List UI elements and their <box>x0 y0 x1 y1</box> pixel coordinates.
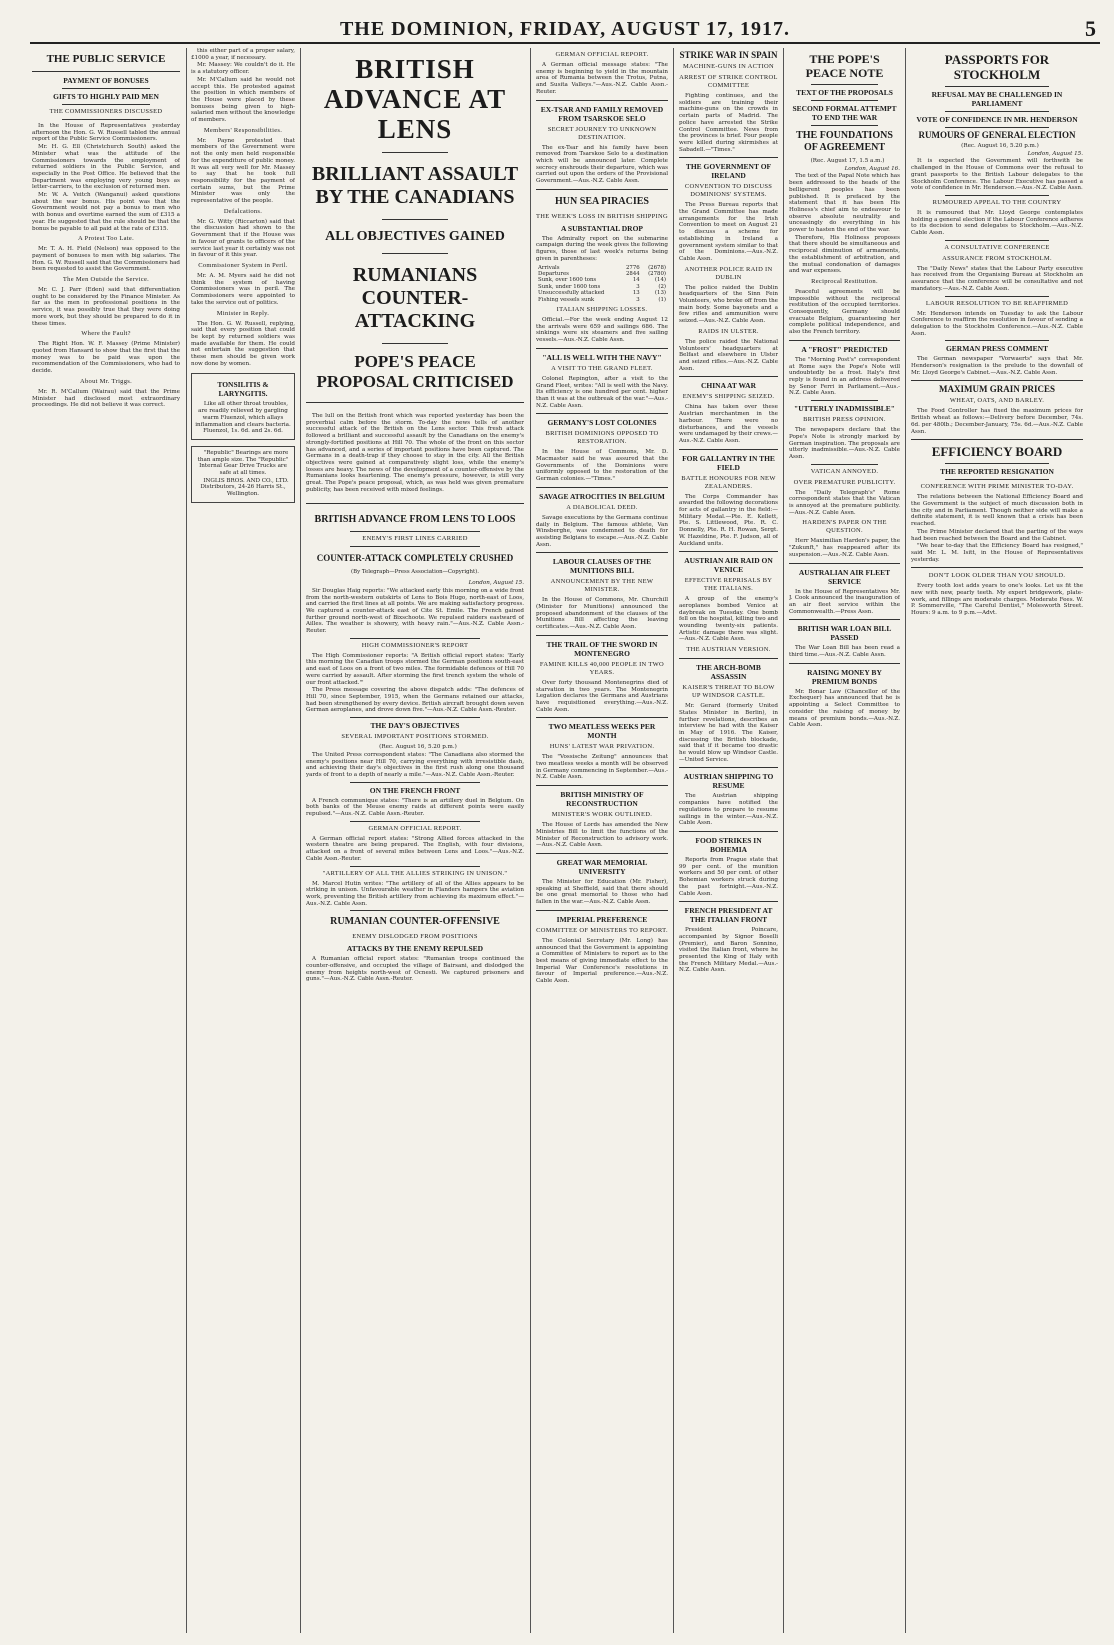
section-headline: THE TRAIL OF THE SWORD IN MONTENEGRO <box>546 639 658 658</box>
section-subheading: COMMITTEE OF MINISTERS TO REPORT. <box>536 926 668 934</box>
article-paragraph: Mr. A. M. Myers said he did not think the system of having Commissioners was in peril. The Commissioners were appointed to take the service out of politics. <box>191 272 295 306</box>
received-time: (Rec. August 17, 1.5 a.m.) <box>810 158 885 164</box>
article-paragraph: A German official message states: "The enemy is beginning to yield in the mountain area of Rumania between the Trotus, Putna, and Susita Valleys."—Aus.-N.Z. Cable Assn.-Reuter. <box>536 62 668 95</box>
public-service-heading: THE PUBLIC SERVICE <box>46 53 166 65</box>
section-subheading: REFUSAL MAY BE CHALLENGED IN PARLIAMENT <box>931 90 1063 108</box>
article-paragraph: The Admiralty report on the submarine campaign during the week gives the following figures, those of last week's returns being given in parentheses: <box>536 235 668 262</box>
article-paragraph: Savage executions by the Germans continue daily in Belgium. The famous athlete, Van Winsberghe, was condemned to death for assisting Belgians to escape.—Aus.-N.Z. Cable Assn. <box>536 514 668 548</box>
table-row: Fishing vessels sunk 3 (1) <box>538 296 666 303</box>
page-number: 5 <box>1085 16 1096 41</box>
article-paragraph: A French communique states: "There is an artillery duel in Belgium. On both banks of the Meuse enemy raids at different points were easily repulsed."—Aus.-N.Z. Cable Assn.-Reuter. <box>306 797 524 818</box>
section-subheading: THE REPORTED RESIGNATION <box>940 467 1054 477</box>
article-paragraph: The "Morning Post's" correspondent at Rome says the Pope's Note will undoubtedly be a frost. Italy's first reply is found in an address delivered by Senor Ferri in Parliament.—Aus.-N.Z. Cable Assn. <box>789 356 900 397</box>
section-subheading: GERMAN OFFICIAL REPORT. <box>368 824 462 832</box>
article-paragraph: Mr. G. Witty (Riccarton) said that the discussion had shown to the Government that if the House was in favour of grants to officers of the service last year it certainly was not in favour of it this year. <box>191 218 295 259</box>
section-subheading: ARREST OF STRIKE CONTROL COMMITTEE <box>679 74 778 89</box>
section-headline: BRITISH ADVANCE FROM LENS TO LOOS <box>314 514 516 526</box>
section-subheading: ENEMY'S FIRST LINES CARRIED <box>362 535 468 543</box>
article-paragraph: The German newspaper "Vorwaerts" says that Mr. Henderson's resignation is the prelude to the downfall of Mr. Lloyd George's Cabinet.—Aus.-N.Z. Cable Assn. <box>911 356 1083 376</box>
section-subheading: THE FOUNDATIONS OF AGREEMENT <box>796 130 893 153</box>
article-paragraph: It is expected the Government will forthwith be challenged in the House of Commons over the refusal to grant passports to the British Labour delegates to the Stockholm Conference. The Labour Executive has passed a vote of confidence in Mr. Henderson.—Aus.-N.Z. Cable Assn. <box>911 158 1083 192</box>
shipping-table <box>536 265 668 303</box>
section-subheading: LABOUR RESOLUTION TO BE REAFFIRMED <box>925 299 1069 307</box>
article-paragraph: A German official report states: "Strong Allied forces attacked in the western theatre are being prepared. The English, with four divisions, attacked on a front of several miles between Lens and Loos."—Aus.-N.Z. Cable Assn.-Reuter. <box>306 835 524 862</box>
section-subheading: OVER PREMATURE PUBLICITY. <box>793 478 896 486</box>
article-paragraph: Mr. T. A. H. Field (Nelson) was opposed to the payment of bonuses to men with big salaries. The Hon. G. W. Russell said that the Commissioners had been requested to assist the Government. <box>32 246 180 273</box>
article-paragraph: Mr. H. G. Ell (Christchurch South) asked the Minister what was the attitude of the Commissioners towards the employment of returned soldiers in the Public Service, and especially in the Post Office. He believed that the Department was employing very young boys as letter-carriers, to the exclusion of returned men. <box>32 144 180 191</box>
section-headline: "UTTERLY INADMISSIBLE" <box>794 404 895 414</box>
article-paragraph: President Poincare, accompanied by Signor Boselli (Premier), and Baron Sonnino, visited the Italian front, where he presented the King of Italy with the French Military Medal.—Aus.-N.Z. Cable Assn. <box>679 927 778 974</box>
table-row: Departures 2844 (2780) <box>538 270 666 277</box>
efficiency-headline: EFFICIENCY BOARD <box>931 444 1063 460</box>
article-paragraph: Mr. Gerard (formerly United States Minister in Berlin), in further revelations, describes an interview he had with the Kaiser in May of 1916. The Kaiser, discussing the British blockade, said that if it became too drastic he would blow up Windsor Castle.—United Service. <box>679 703 778 763</box>
main-subheadline: ALL OBJECTIVES GAINED <box>325 229 505 244</box>
section-subheading: Reciprocal Restitution. <box>811 277 878 285</box>
section-headline: MAXIMUM GRAIN PRICES <box>939 384 1055 395</box>
section-headline: "ALL IS WELL WITH THE NAVY" <box>542 352 662 362</box>
section-headline: BRITISH WAR LOAN BILL PASSED <box>797 624 892 643</box>
article-paragraph: Herr Maximilian Harden's paper, the "Zukunft," has reappeared after its suspension.—Aus.-N.Z. Cable Assn. <box>789 538 900 558</box>
column-3 <box>306 48 524 1633</box>
article-paragraph: The Food Controller has fixed the maximum prices for British wheat as follows:—Delivery before December, 74s. 6d. per 480lb.; December-January, 75s. 6d.—Aus.-N.Z. Cable Assn. <box>911 408 1083 435</box>
section-headline: A "FROST" PREDICTED <box>801 344 888 354</box>
section-subheading: RAIDS IN ULSTER. <box>698 327 759 335</box>
article-paragraph: Therefore, His Holiness proposes that there should be simultaneous and reciprocal diminution of armaments, the establishment of arbitration, and the mutual condonation of damages and war expenses. <box>789 234 900 275</box>
section-subheading: MACHINE-GUNS IN ACTION <box>682 63 775 70</box>
section-subheading: ATTACKS BY THE ENEMY REPULSED <box>346 944 484 954</box>
section-subheading: Members' Responsibilities. <box>203 126 283 134</box>
article-paragraph: Mr. Payne protested that members of the Government were not the only men held responsible for the expenditure of public money. It was all very well for Mr. Massey to say that he took full responsibility for the payment of certain sums, but the Prime Minister was only the representative of the people. <box>191 137 295 205</box>
section-subheading: CONFERENCE WITH PRIME MINISTER TO-DAY. <box>920 483 1074 491</box>
article-paragraph: M. Marcel Hutin writes: "The artillery of all of the Allies appears to be striking in unison. Unfavourable weather in Flanders hampers the aviation work, preventing the British artillery from achieving its maximum effect."—Aus.-N.Z. Cable Assn. <box>306 880 524 907</box>
section-subheading: RUMOURED APPEAL TO THE COUNTRY <box>932 198 1062 206</box>
column-4 <box>536 48 668 1633</box>
section-headline: CHINA AT WAR <box>700 381 757 391</box>
section-headline: SAVAGE ATROCITIES IN BELGIUM <box>539 491 665 501</box>
article-paragraph: The High Commissioner reports: "A British official report states: 'Early this morning the Canadian troops stormed the German positions south-east and east of Loos on a front of two miles. The formidable defences of Hill 70 were carried by assault. After storming the first trench system the whole of our front attacked.'" <box>306 652 524 686</box>
article-paragraph: The United Press correspondent states: "The Canadians also stormed the enemy's positions near Hill 70, carrying everything with irresistible dash, and achieving their day's objectives in the first rush along one thousand yards of front to a depth of nearly a mile."—Aus.-N.Z. Cable Assn.-Reuter. <box>306 751 524 778</box>
article-paragraph: In the House of Commons, Mr. Churchill (Minister for Munitions) announced the proposed abandonment of the clauses of the Munitions Bill affecting the leaving certificates.—Aus.-N.Z. Cable Assn. <box>536 597 668 631</box>
article-paragraph: It is rumoured that Mr. Lloyd George contemplates holding a general election if the Labour Conference adheres to its decision to send delegates to Stockholm.—Aus.-N.Z. Cable Assn. <box>911 209 1083 237</box>
dateline: London, August 15. <box>468 580 524 587</box>
column-rule <box>905 48 906 1633</box>
article-paragraph: Mr. W. A. Veitch (Wanganui) asked questions about the war bonus. His point was that the Government would not pay a bonus to men who with bonus and overtime earned the sum of £315 a year. He suggested that the rule should be that the bonus be payable to all paid at the rate of £315. <box>32 192 180 232</box>
received-time: (Rec. August 16, 5.20 p.m.) <box>379 744 457 751</box>
dateline: London, August 15. <box>1027 150 1083 157</box>
dateline: London, August 16. <box>844 165 900 172</box>
section-headline: LABOUR CLAUSES OF THE MUNITIONS BILL <box>552 557 652 576</box>
section-subheading: ENEMY'S SHIPPING SEIZED. <box>682 393 775 401</box>
section-subheading: HUNS' LATEST WAR PRIVATION. <box>549 743 655 751</box>
article-paragraph: The Press Bureau reports that the Grand Committee has made arrangements for the Irish Convention to meet on August 21 to discuss a scheme for establishing in Ireland a government system similar to that of the Dominions.—Aus.-N.Z. Cable Assn. <box>679 202 778 262</box>
section-headline: GERMANY'S LOST COLONIES <box>547 418 657 428</box>
article-paragraph: Reports from Prague state that 99 per cent. of the munition workers and 50 per cent. of other Bohemian workers struck during the past fortnight.—Aus.-N.Z. Cable Assn. <box>679 857 778 897</box>
section-subheading: A SUBSTANTIAL DROP <box>561 223 643 233</box>
section-headline: AUSTRALIAN AIR FLEET SERVICE <box>798 567 891 586</box>
section-subheading: SEVERAL IMPORTANT POSITIONS STORMED. <box>341 733 489 741</box>
article-paragraph: In the House of Representatives Mr. J. Cook announced the inauguration of an air fleet service within the Commonwealth.—Press Assn. <box>789 588 900 615</box>
article-paragraph: A Rumanian official report states: "Rumanian troops continued the counter-offensive, and occupied the village of Bairsani, and dislodged the enemy from heights north-west of Ocnesti. We captured prisoners and guns."—Aus.-N.Z. Cable Assn.-Reuter. <box>306 956 524 983</box>
main-subheadline: POPE'S PEACE PROPOSAL CRITICISED <box>316 352 514 391</box>
section-subheading: Minister in Reply. <box>216 309 270 317</box>
column-rule <box>186 48 187 1633</box>
article-paragraph: The text of the Papal Note which has been addressed to the heads of the belligerent peoples has been published. It is prefaced by the statement that it has been His Holiness's chief aim to endeavour to observe absolute neutrality and unceasingly do everything in his power to hasten the end of the war. <box>789 173 900 234</box>
table-row: Arrivals 2776 (2678) <box>538 264 666 271</box>
section-subheading: ON THE FRENCH FRONT <box>369 785 461 795</box>
byline: (By Telegraph—Press Association—Copyright). <box>351 569 479 576</box>
article-paragraph: Fighting continues, and the soldiers are training their machine-guns on the crowds in certain parts of Madrid. The police have arrested the Strike Control Committee. News from the provinces is brief. Four people were killed during skirmishes at Sabadell.—"Times." <box>679 93 778 153</box>
newspaper-title: THE DOMINION, FRIDAY, AUGUST 17, 1917. <box>339 18 791 40</box>
article-paragraph: In the House of Commons, Mr. D. Macmaster said he was assured that the Governments of the Dominions were uniformly opposed to the restoration of the German colonies.—"Times." <box>536 449 668 483</box>
section-subheading: HARDEN'S PAPER ON THE QUESTION. <box>802 519 887 535</box>
article-paragraph: The Colonial Secretary (Mr. Long) has announced that the Government is appointing a Committee of Ministers to report as to the best means of giving immediate effect to the Imperial War Conference's resolutions in favour of Imperial preference.—Aus.-N.Z. Cable Assn. <box>536 937 668 985</box>
column-rule <box>783 48 784 1633</box>
article-paragraph: The newspapers declare that the Pope's Note is strongly marked by German inspiration. The proposals are utterly inadmissible.—Aus.-N.Z. Cable Assn. <box>789 427 900 460</box>
section-subheading: A CONSULTATIVE CONFERENCE <box>944 243 1050 251</box>
article-paragraph: The War Loan Bill has been read a third time.—Aus.-N.Z. Cable Assn. <box>789 645 900 659</box>
column-rule <box>673 48 674 1633</box>
section-subheading: SECRET JOURNEY TO UNKNOWN DESTINATION. <box>547 125 657 141</box>
article-paragraph: Official.—For the week ending August 12 the arrivals were 659 and sailings 686. The sinkings were six steamers and five sailing vessels.—Aus.-N.Z. Cable Assn. <box>536 316 668 344</box>
section-subheading: ENEMY DISLODGED FROM POSITIONS <box>352 933 478 941</box>
advertisement-heading: DON'T LOOK OLDER THAN YOU SHOULD. <box>928 572 1066 580</box>
section-subheading: KAISER'S THREAT TO BLOW UP WINDSOR CASTLE. <box>682 684 775 700</box>
article-paragraph: "We hear to-day that the Efficiency Board has resigned," said Mr. L. M. Isitt, in the House of Representatives yesterday. <box>911 543 1083 563</box>
column-1 <box>32 48 180 1633</box>
gifts-subheading: GIFTS TO HIGHLY PAID MEN <box>53 92 159 101</box>
section-subheading: A DIABOLICAL DEED. <box>566 503 638 511</box>
section-subheading: SECOND FORMAL ATTEMPT TO END THE WAR <box>792 104 897 122</box>
article-paragraph: The House of Lords has amended the New Ministries Bill to limit the functions of the Minister of Reconstruction to advisory work.—Aus.-N.Z. Cable Assn. <box>536 822 668 849</box>
section-subheading: Commissioner System in Peril. <box>198 261 288 269</box>
article-paragraph: Mr. Massey: We couldn't do it. He is a statutory officer. <box>191 62 295 76</box>
article-paragraph: China has taken over these Austrian merchantmen in the harbour. There were no disturbances, and the vessels were undamaged by their crews.—Aus.-N.Z. Cable Assn. <box>679 404 778 444</box>
section-subheading: WHEAT, OATS, AND BARLEY. <box>949 397 1045 405</box>
commissioners-subheading: THE COMMISSIONERS DISCUSSED <box>49 108 163 115</box>
table-row: Sunk, over 1600 tons 14 (14) <box>538 277 666 284</box>
section-subheading: GERMAN OFFICIAL REPORT. <box>555 51 649 58</box>
article-paragraph: Sir Douglas Haig reports: "We attacked early this morning on a wide front from the north-western outskirts of Lens to Bois Hugo, north-east of Loos, and carried the first lines at all points. We are making satisfactory progress. We captured a counter-attack east of Cite St. Emile. The French gained further ground north-west of Bixschoote. We repulsed raiders eastward of Ailles. The weather is showery, with heavy rain."—Aus.-N.Z. Cable Assn.-Reuter. <box>306 587 524 635</box>
article-paragraph: Mr. C. J. Parr (Eden) said that differentiation ought to be considered by the Finance Minister. As far as the men in professional positions in the service, it was possibly true that they were doing more work, but they should be prepared to do it in these times. <box>32 287 180 327</box>
section-headline: AUSTRIAN AIR RAID ON VENICE <box>684 556 773 575</box>
advertisement-text: Every tooth lost adds years to one's looks. Let us fit the new with new, pearly teeth. My expert bridgework, plate-work, and fillings are moderate charges. Moderate Fees. W. P. Sommerville, "The Careful Dentist," Molesworth Street. Hours: 9 a.m. to 9 p.m.—Advt. <box>911 583 1083 617</box>
section-headline: FOR GALLANTRY IN THE FIELD <box>682 453 775 472</box>
column-6 <box>789 48 900 1633</box>
section-subheading: BRITISH PRESS OPINION. <box>803 416 886 424</box>
ad-footer: INGLIS BROS. AND CO., LTD. Distributors, 24-26 Harris St., Wellington. <box>200 477 289 498</box>
pope-headline: THE POPE'S PEACE NOTE <box>805 52 884 80</box>
article-paragraph: The Corps Commander has awarded the following decorations for acts of gallantry in the field:— Military Medal.—Pte. E. Kellett, Pte. S. Littlewood, Pte. R. C. Donnelly, Pte. R. H. Rowan, Sergt. W. Hazeldine, Pte. F. Judson, all of Auckland units. <box>679 493 778 547</box>
article-paragraph: The "Vossische Zeitung" announces that two meatless weeks a month will be observed in Germany commencing in September.—Aus.-N.Z. Cable Assn. <box>536 754 668 781</box>
section-subheading: MINISTER'S WORK OUTLINED. <box>551 811 653 819</box>
section-subheading: Defalcations. <box>223 207 263 215</box>
section-headline: THE GOVERNMENT OF IRELAND <box>685 162 772 181</box>
section-subheading: TEXT OF THE PROPOSALS <box>796 88 893 97</box>
section-headline: FRENCH PRESIDENT AT THE ITALIAN FRONT <box>684 906 773 925</box>
article-paragraph: The Minister for Education (Mr. Fisher), speaking at Sheffield, said that there should be one great memorial to those who had fallen in the war.—Aus.-N.Z. Cable Assn. <box>536 879 668 906</box>
section-subheading: THE DAY'S OBJECTIVES <box>370 721 460 731</box>
lead-paragraph: The lull on the British front which was reported yesterday has been the proverbial calm before the storm. To-day the news tells of another successful attack of the British on the Lens sector. This fresh attack followed a brilliant and successful assault by the Canadians on the enemy's strongly-fortified positions at Hill 70. The whole of the front on this sector has advanced, and a series of important positions have been captured. The Germans in a death-trap if they choose to stay in the city. All the British objectives were gained at comparatively slight loss, while the enemy's losses are heavy. The news of the development of a counter-offensive by the Rumanians looks heartening. The enemy's pressure, however, is still very great. The Pope's peace proposal, which, as was held was given premature publicity, has been received with mixed feelings. <box>306 413 524 493</box>
section-subheading: EFFECTIVE REPRISALS BY THE ITALIANS. <box>684 577 773 593</box>
section-headline: FOOD STRIKES IN BOHEMIA <box>695 836 762 854</box>
bonus-subheading: PAYMENT OF BONUSES <box>63 76 149 85</box>
column-rule <box>300 48 301 1633</box>
section-headline: EX-TSAR AND FAMILY REMOVED FROM TSARSKOE SELO <box>540 104 664 123</box>
article-paragraph: The ex-Tsar and his family have been removed from Tsarskoe Selo to a destination which will be announced later. Complete secrecy enshrouds their departure, which was carried out upon the orders of the Provisional Government.—Aus.-N.Z. Cable Assn. <box>536 144 668 185</box>
article-paragraph: this either part of a proper salary, £1000 a year, if necessary. <box>191 48 295 61</box>
article-paragraph: The "Daily Telegraph's" Rome correspondent states that the Vatican is annoyed at the premature publicity.—Aus.-N.Z. Cable Assn. <box>789 489 900 516</box>
section-subheading: THE WEEK'S LOSS IN BRITISH SHIPPING <box>536 212 668 220</box>
section-subheading: BATTLE HONOURS FOR NEW ZEALANDERS. <box>681 474 776 490</box>
column-rule <box>530 48 531 1633</box>
section-headline: IMPERIAL PREFERENCE <box>556 914 648 924</box>
section-subheading: "ARTILLERY OF ALL THE ALLIES STRIKING IN UNISON." <box>322 869 508 877</box>
section-subheading: FAMINE KILLS 40,000 PEOPLE IN TWO YEARS. <box>539 660 665 676</box>
article-paragraph: Peaceful agreements will be impossible without the reciprocal restitution of the occupied territories. Consequently, Germany should evacuate Belgium, guaranteeing her complete political independence, and also the French territory. <box>789 288 900 336</box>
article-paragraph: The relations between the National Efficiency Board and the Government is the subject of much discussion both in the city and in Parliament. Though neither side will make a definite statement, it is well known that a crisis has been reached. <box>911 494 1083 528</box>
section-headline: BRITISH MINISTRY OF RECONSTRUCTION <box>560 790 644 809</box>
section-subheading: BRITISH DOMINIONS OPPOSED TO RESTORATION. <box>545 430 659 446</box>
section-subheading: A VISIT TO THE GRAND FLEET. <box>551 364 653 372</box>
article-paragraph: Mr. Bonar Law (Chancellor of the Exchequer) has announced that he is appointing a Select Committee to consider the raising of money by means of premium bonds.—Aus.-N.Z. Cable Assn. <box>789 688 900 729</box>
section-subheading: HIGH COMMISSIONER'S REPORT <box>361 641 469 649</box>
ad-heading: TONSILITIS & LARYNGITIS. <box>217 380 269 399</box>
section-subheading: Where the Fault? <box>81 330 131 338</box>
received-time: (Rec. August 16, 5.20 p.m.) <box>961 143 1039 149</box>
section-subheading: THE AUSTRIAN VERSION. <box>686 646 771 654</box>
article-paragraph: The Press message covering the above dispatch adds: "The defences of Hill 70, since September, 1915, when the Germans retained our attacks, had been strengthened by every device. British aircraft brought down seven German aeroplanes, and drove down five."—Aus.-N.Z. Cable Assn.-Reuter. <box>306 687 524 714</box>
ad-text: "Republic" Bearings are more than ample size. The "Republic" Internal Gear Drive Trucks are safe at all times. <box>197 449 289 477</box>
advertisement-box <box>191 446 295 503</box>
main-subheadline: RUMANIANS COUNTER-ATTACKING <box>352 264 478 332</box>
column-7 <box>911 48 1083 1633</box>
main-subheadline: BRILLIANT ASSAULT BY THE CANADIANS <box>311 163 519 208</box>
section-headline: RAISING MONEY BY PREMIUM BONDS <box>807 667 882 686</box>
article-paragraph: The Hon. G. W. Russell, replying, said that every position that could be kept by returned soldiers was made available for them. He could not entertain the suggestion that these men should be given work now done by women. <box>191 320 295 367</box>
section-headline: GREAT WAR MEMORIAL UNIVERSITY <box>556 858 648 876</box>
article-paragraph: The police raided the National Volunteers' headquarters at Belfast and elsewhere in Ulster and seized rifles.—Aus.-N.Z. Cable Assn. <box>679 338 778 372</box>
masthead <box>30 14 1100 44</box>
section-headline: THE ARCH-BOMB ASSASSIN <box>696 663 761 682</box>
article-paragraph: The Prime Minister declared that the parting of the ways had been reached between the Board and the Cabinet. <box>911 528 1083 542</box>
section-subheading: GERMAN PRESS COMMENT <box>945 344 1049 354</box>
main-headline: BRITISH ADVANCE AT LENS <box>323 54 507 144</box>
advertisement-box <box>191 373 295 440</box>
article-paragraph: Mr. R. M'Callum (Wairau) said that the Prime Minister had disclosed most extraordinary proceedings. He did not believe it was correct. <box>32 388 180 409</box>
section-subheading: RUMOURS OF GENERAL ELECTION <box>918 130 1076 140</box>
article-paragraph: The Right Hon. W. F. Massey (Prime Minister) quoted from Hansard to show that the first that the money was to be paid was upon the recommendation of the Commissioners, who had to decide. <box>32 341 180 375</box>
section-subheading: ANNOUNCEMENT BY THE NEW MINISTER. <box>550 578 654 594</box>
article-paragraph: A group of the enemy's aeroplanes bombed Venice at daybreak on Tuesday. One bomb fell on the hospital, killing two and wounding twenty-six patients. Artistic damage there was slight.—Aus.-N.Z. Cable Assn. <box>679 596 778 643</box>
article-paragraph: Mr. M'Callum said he would not accept this. He protested against the position in which members of the House were placed by these bonuses being given to high-salaried men without the knowledge of members. <box>191 76 295 124</box>
section-subheading: ITALIAN SHIPPING LOSSES. <box>556 305 648 313</box>
section-subheading: The Men Outside the Service. <box>62 276 150 284</box>
ad-text: Like all other throat troubles, are readily relieved by gargling warm Fluenzol, which allays inflammation and clears bacteria. Fluenzol, 1s. 6d. and 2s. 6d. <box>195 401 291 435</box>
section-subheading: A Protest Too Late. <box>77 235 135 243</box>
article-paragraph: Over forty thousand Montenegrins died of starvation in two years. The Montenegrin Legation declares the Germans and Austrians have requisitioned everything.—Aus.-N.Z. Cable Assn. <box>536 679 668 713</box>
section-headline: AUSTRIAN SHIPPING TO RESUME <box>683 772 774 791</box>
article-paragraph: The Austrian shipping companies have notified the regulations to prepare to resume sailings in the winter.—Aus.-N.Z. Cable Assn. <box>679 793 778 827</box>
article-paragraph: In the House of Representatives yesterday afternoon the Hon. G. W. Russell tabled the annual report of the Public Service Commissioners. <box>32 123 180 143</box>
table-row: Sunk, under 1600 tons 3 (2) <box>538 283 666 290</box>
table-row: Unsuccessfully attacked 13 (13) <box>538 290 666 297</box>
article-paragraph: The police raided the Dublin headquarters of the Sinn Fein Volunteers, who broke off from the main body. Some bayonets and a few rifles and ammunition were seized.—Aus.-N.Z. Cable Assn. <box>679 284 778 325</box>
section-subheading: VATICAN ANNOYED. <box>810 467 879 475</box>
article-paragraph: Colonel Repington, after a visit to the Grand Fleet, writes: "All is well with the Navy. Its efficiency is one hundred per cent. higher than it was at the outbreak of the war."—Aus.-N.Z. Cable Assn. <box>536 375 668 409</box>
section-subheading: ANOTHER POLICE RAID IN DUBLIN <box>684 265 773 281</box>
column-5 <box>679 48 778 1633</box>
article-paragraph: The "Daily News" states that the Labour Party executive has received from the Organising Bureau at Stockholm an assurance that the conference will be consultative and not mandatory.—Aus.-N.Z. Cable Assn. <box>911 265 1083 292</box>
section-headline: TWO MEATLESS WEEKS PER MONTH <box>548 722 656 741</box>
column-2 <box>191 48 295 1633</box>
section-headline: STRIKE WAR IN SPAIN <box>679 50 778 60</box>
section-subheading: VOTE OF CONFIDENCE IN MR. HENDERSON <box>916 115 1078 124</box>
article-paragraph: Mr. Henderson intends on Tuesday to ask the Labour Conference to reaffirm the resolution in favour of sending a delegation to the Stockholm Conference.—Aus.-N.Z. Cable Assn. <box>911 310 1083 337</box>
section-subheading: ASSURANCE FROM STOCKHOLM. <box>942 254 1052 262</box>
section-subheading: CONVENTION TO DISCUSS DOMINIONS' SYSTEMS. <box>684 183 773 199</box>
section-subheading: COUNTER-ATTACK COMPLETELY CRUSHED <box>316 553 514 564</box>
section-headline: RUMANIAN COUNTER-OFFENSIVE <box>330 916 500 928</box>
section-headline: HUN SEA PIRACIES <box>555 195 649 207</box>
section-subheading: About Mr. Triggs. <box>79 377 133 385</box>
passports-headline: PASSPORTS FOR STOCKHOLM <box>944 52 1050 82</box>
